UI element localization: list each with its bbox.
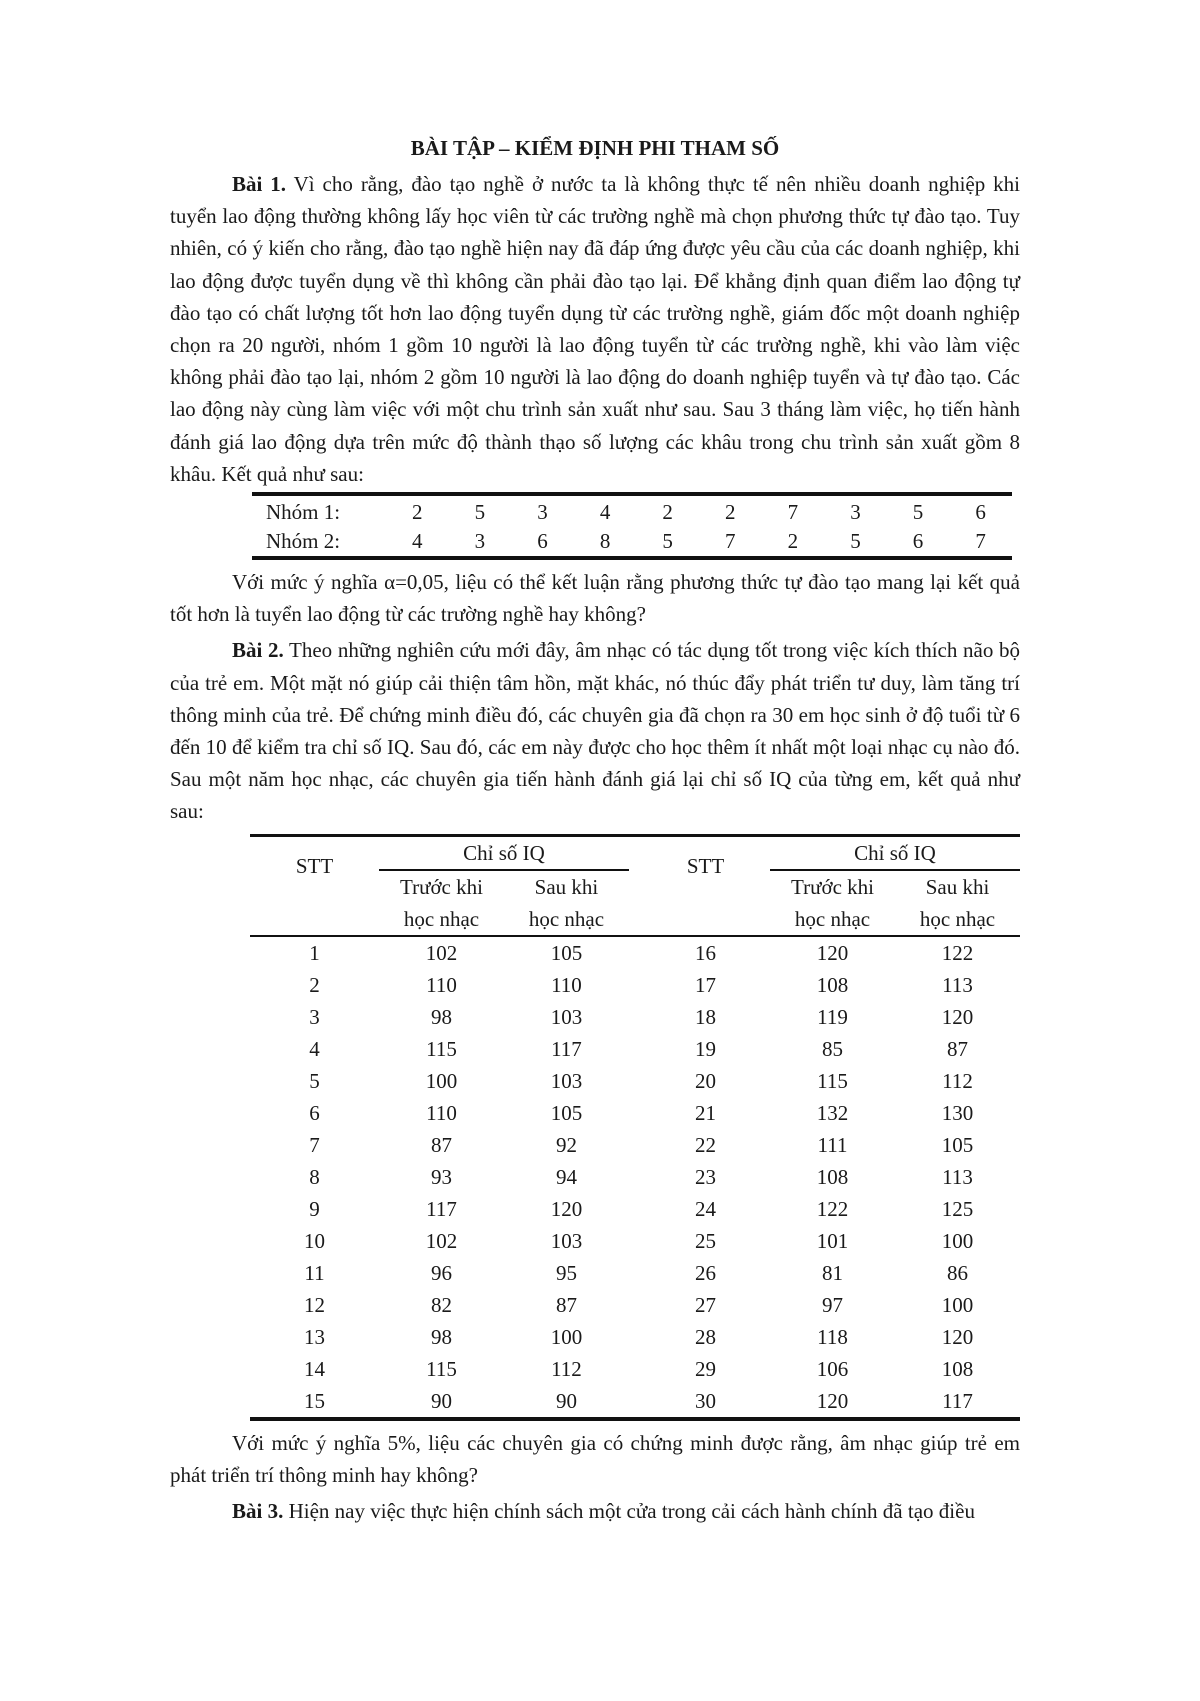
table-cell: 20 — [695, 1068, 717, 1093]
table-cell: 81 — [822, 1260, 844, 1285]
after-header-2: học nhạc — [528, 906, 605, 931]
table-cell: 85 — [822, 1036, 844, 1061]
table-cell: 102 — [425, 940, 458, 965]
table-cell: 93 — [430, 1164, 452, 1189]
table-cell: 103 — [550, 1068, 583, 1093]
table-cell: 3 — [309, 1004, 320, 1029]
table-cell: 17 — [695, 972, 717, 997]
table-cell: 1 — [309, 940, 320, 965]
table-cell: 30 — [695, 1388, 717, 1413]
table-row — [250, 936, 1020, 969]
table-cell: 120 — [941, 1004, 974, 1029]
table-cell: 113 — [942, 972, 973, 997]
document-page — [170, 132, 1020, 1527]
before-header-2: học nhạc — [403, 906, 480, 931]
exercise-1-text: Bài 1. Vì cho rằng, đào tạo nghề ở nước ta là không thực tế nên nhiều doanh nghiệp khi tuyển lao động thường không lấy học viên từ các trường nghề mà chọn phương thức tự đào tạo. Tuy nhiên, có ý kiến cho rằng, đào tạo nghề hiện nay đã đáp ứng được yêu cầu của các doanh nghiệp, khi lao động được tuyển dụng về thì không cần phải đào tạo lại. Để khẳng định quan điểm lao động tự đào tạo có chất lượng tốt hơn lao động tuyển dụng từ các trường nghề, giám đốc một doanh nghiệp chọn ra 20 người, nhóm 1 gồm 10 người là lao động tuyển từ các trường nghề, khi vào làm việc không phải đào tạo lại, nhóm 2 gồm 10 người là lao động do doanh nghiệp tuyển và tự đào tạo. Các lao động này cùng làm việc với một chu trình sản xuất như sau. Sau 3 tháng làm việc, họ tiến hành đánh giá lao động dựa trên mức độ thành thạo số lượng các khâu trong chu trình sản xuất gồm 8 khâu. Kết quả như sau: — [170, 172, 1021, 486]
table-cell: 11 — [304, 1260, 325, 1285]
table-cell: 2 — [412, 500, 423, 525]
table-cell: 26 — [695, 1260, 717, 1285]
iq-group-header: Chỉ số IQ — [770, 835, 1020, 870]
table-cell: 28 — [695, 1324, 717, 1349]
table-cell: 105 — [941, 1132, 974, 1157]
table-cell: 5 — [850, 529, 861, 554]
table-cell: 101 — [816, 1228, 849, 1253]
table-cell: 9 — [309, 1196, 320, 1221]
table-cell: 95 — [555, 1260, 577, 1285]
table-row — [250, 1097, 1020, 1129]
after-header: Sau khi — [534, 874, 599, 899]
table-cell: 10 — [304, 1228, 325, 1253]
table-cell: 7 — [725, 529, 736, 554]
table-cell: 110 — [426, 972, 457, 997]
table-cell: 18 — [695, 1004, 717, 1029]
table-cell: 108 — [816, 972, 849, 997]
exercise-1-table — [252, 492, 1012, 560]
table-cell: 125 — [941, 1196, 974, 1221]
exercise-2-text: Bài 2. Theo những nghiên cứu mới đây, âm nhạc có tác dụng tốt trong việc kích thích não bộ của trẻ em. Một mặt nó giúp cải thiện tâm hồn, mặt khác, nó thúc đẩy phát triển tư duy, làm tăng trí thông minh của trẻ. Để chứng minh điều đó, các chuyên gia đã chọn ra 30 em học sinh ở độ tuổi từ 6 đến 10 để kiểm tra chỉ số IQ. Sau đó, các em này được cho học thêm ít nhất một loại nhạc cụ nào đó. Sau một năm học nhạc, các chuyên gia tiến hành đánh giá lại chỉ số IQ của từng em, kết quả như sau: — [170, 638, 1020, 824]
table-cell: 6 — [309, 1100, 320, 1125]
exercise-3-label: Bài 3. — [232, 1499, 284, 1524]
table-cell: 132 — [816, 1100, 849, 1125]
table-cell: 87 — [430, 1132, 452, 1157]
table-cell: 21 — [695, 1100, 717, 1125]
table-row — [250, 1001, 1020, 1033]
exercise-1-question: Với mức ý nghĩa α=0,05, liệu có thể kết luận rằng phương thức tự đào tạo mang lại kết quả tốt hơn là tuyển lao động từ các trường nghề hay không? — [170, 570, 1020, 627]
table-cell: 102 — [425, 1228, 458, 1253]
table-row — [250, 1065, 1020, 1097]
table-cell: 119 — [817, 1004, 848, 1029]
table-cell: 120 — [550, 1196, 583, 1221]
table-cell: 115 — [817, 1068, 848, 1093]
table-cell: 112 — [551, 1356, 582, 1381]
table-cell: 110 — [426, 1100, 457, 1125]
table-cell: 120 — [941, 1324, 974, 1349]
table-row — [252, 527, 1012, 558]
table-cell: 103 — [550, 1004, 583, 1029]
table-cell: 100 — [941, 1292, 974, 1317]
table-cell: 15 — [304, 1388, 325, 1413]
table-row — [250, 1353, 1020, 1385]
table-cell: 6 — [975, 500, 986, 525]
table-cell: 90 — [430, 1388, 452, 1413]
table-cell: 118 — [817, 1324, 848, 1349]
table-cell: 111 — [817, 1132, 848, 1157]
table-cell: 14 — [304, 1356, 325, 1381]
table-cell: 117 — [426, 1196, 457, 1221]
table-row — [250, 1225, 1020, 1257]
table-cell: 27 — [695, 1292, 717, 1317]
table-cell: 110 — [551, 972, 582, 997]
table-cell: 2 — [309, 972, 320, 997]
table-cell: 108 — [816, 1164, 849, 1189]
table-cell: 122 — [941, 940, 974, 965]
table-cell: 87 — [947, 1036, 968, 1061]
table-cell: 5 — [912, 500, 924, 525]
table-cell: 2 — [662, 500, 673, 525]
table-cell: 8 — [309, 1164, 320, 1189]
table-row — [250, 1257, 1020, 1289]
exercise-1-label: Bài 1. — [232, 172, 287, 196]
table-cell: 92 — [555, 1132, 577, 1157]
table-cell: 112 — [942, 1068, 973, 1093]
table-cell: 96 — [430, 1260, 452, 1285]
table-row — [250, 1161, 1020, 1193]
table-cell: 4 — [599, 500, 611, 525]
table-cell: 29 — [695, 1356, 717, 1381]
table-row — [250, 1033, 1020, 1065]
table-cell: 120 — [816, 1388, 849, 1413]
table-cell: 98 — [430, 1004, 452, 1029]
table-cell: 86 — [947, 1260, 968, 1285]
table-cell: 5 — [662, 529, 673, 554]
stt-header: STT — [686, 853, 725, 878]
table-cell: 105 — [550, 1100, 583, 1125]
before-header: Trước khi — [791, 874, 874, 899]
table-cell: 4 — [309, 1036, 320, 1061]
iq-group-header: Chỉ số IQ — [379, 835, 629, 870]
group-label: Nhóm 2: — [266, 529, 341, 554]
table-row — [250, 1321, 1020, 1353]
group-label: Nhóm 1: — [266, 500, 341, 525]
table-cell: 8 — [599, 529, 611, 554]
table-cell: 90 — [555, 1388, 577, 1413]
table-cell: 100 — [550, 1324, 583, 1349]
table-cell: 4 — [412, 529, 423, 554]
table-cell: 94 — [555, 1164, 577, 1189]
exercise-2-label: Bài 2. — [232, 638, 284, 663]
table-cell: 12 — [304, 1292, 325, 1317]
table-cell: 117 — [551, 1036, 582, 1061]
table-cell: 100 — [425, 1068, 458, 1093]
table-row — [250, 1289, 1020, 1321]
document-title: BÀI TẬP – KIỂM ĐỊNH PHI THAM SỐ — [410, 136, 780, 160]
table-cell: 117 — [942, 1388, 973, 1413]
table-cell: 87 — [555, 1292, 577, 1317]
table-cell: 97 — [822, 1292, 844, 1317]
before-header: Trước khi — [399, 874, 483, 899]
table-cell: 19 — [695, 1036, 717, 1061]
table-cell: 82 — [430, 1292, 452, 1317]
table-cell: 25 — [695, 1228, 717, 1253]
table-cell: 6 — [537, 529, 548, 554]
table-cell: 122 — [816, 1196, 849, 1221]
table-cell: 100 — [941, 1228, 974, 1253]
table-row — [250, 1193, 1020, 1225]
table-cell: 113 — [942, 1164, 973, 1189]
table-cell: 3 — [474, 529, 486, 554]
table-cell: 13 — [304, 1324, 325, 1349]
stt-header: STT — [295, 853, 334, 878]
table-cell: 24 — [695, 1196, 717, 1221]
table-cell: 7 — [975, 529, 986, 554]
table-cell: 108 — [941, 1356, 974, 1381]
table-cell: 115 — [426, 1036, 457, 1061]
table-row — [250, 969, 1020, 1001]
table-cell: 5 — [309, 1068, 320, 1093]
after-header: Sau khi — [925, 874, 990, 899]
table-cell: 105 — [550, 940, 583, 965]
iq-table — [250, 834, 1020, 1421]
table-cell: 5 — [474, 500, 486, 525]
table-row — [250, 1385, 1020, 1419]
exercise-2-question: Với mức ý nghĩa 5%, liệu các chuyên gia có chứng minh được rằng, âm nhạc giúp trẻ em phát triển trí thông minh hay không? — [170, 1430, 1020, 1487]
table-cell: 7 — [309, 1132, 320, 1157]
exercise-3-text: Bài 3. Hiện nay việc thực hiện chính sách một cửa trong cải cách hành chính đã tạo điều — [232, 1499, 975, 1524]
after-header-2: học nhạc — [919, 906, 996, 931]
table-cell: 3 — [850, 500, 861, 525]
table-cell: 103 — [550, 1228, 583, 1253]
table-cell: 130 — [941, 1100, 974, 1125]
table-row — [250, 1129, 1020, 1161]
table-cell: 7 — [787, 500, 799, 525]
table-cell: 120 — [816, 940, 849, 965]
table-cell: 106 — [816, 1356, 849, 1381]
table-cell: 98 — [430, 1324, 452, 1349]
table-cell: 3 — [537, 500, 548, 525]
table-cell: 6 — [912, 529, 924, 554]
table-cell: 22 — [695, 1132, 717, 1157]
table-row — [252, 494, 1012, 527]
table-cell: 115 — [426, 1356, 457, 1381]
before-header-2: học nhạc — [794, 906, 871, 931]
table-cell: 16 — [695, 940, 717, 965]
table-cell: 23 — [695, 1164, 717, 1189]
table-cell: 2 — [725, 500, 736, 525]
table-cell: 2 — [787, 529, 799, 554]
